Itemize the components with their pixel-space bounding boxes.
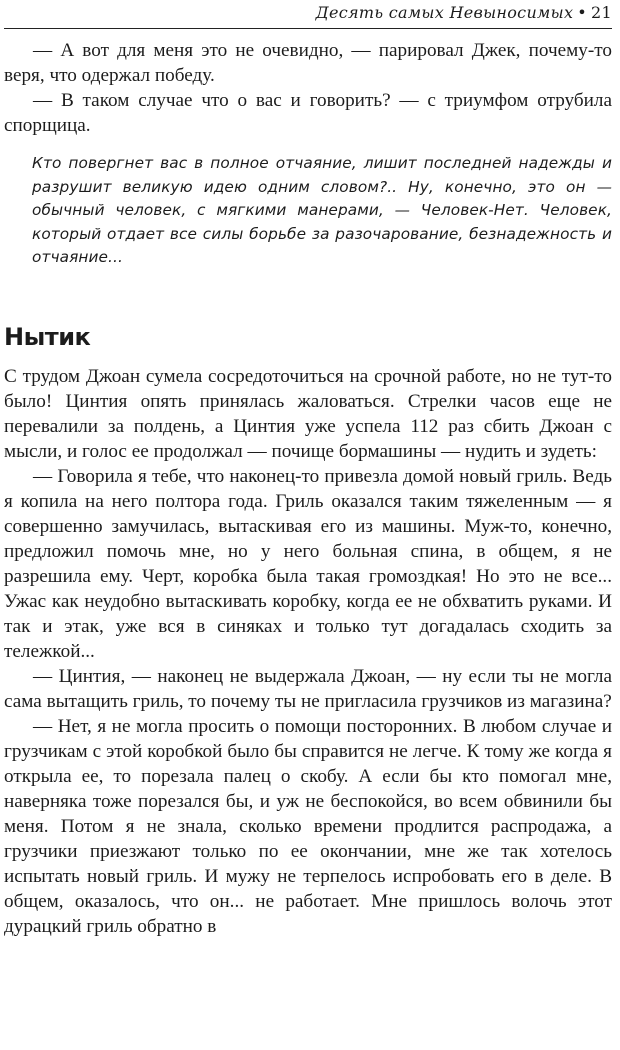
- body-paragraph: — Цинтия, — наконец не выдержала Джоан, — ну если ты не могла сама вытащить гриль, то почему ты не пригласила грузчиков из магазина?: [4, 665, 612, 712]
- epigraph-callout: Кто повергнет вас в полное отчаяние, лишит последней надежды и разрушит великую идею одним словом?.. Ну, конечно, это он — обычный человек, с мягкими манерами, — Человек-Нет. Человек, который отдает все силы борьбе за разочарование, безнадежность и отчаяние...: [32, 154, 612, 266]
- page-body: [4, 38, 612, 939]
- running-head: [4, 0, 612, 29]
- intro-paragraph: — В таком случае что о вас и говорить? — с триумфом отрубила спорщица.: [4, 90, 612, 136]
- body-paragraph: — Говорила я тебе, что наконец-то привезла домой новый гриль. Ведь я копила на него полтора года. Гриль оказался таким тяжеленным — я совершенно замучилась, вытаскивая его из машины. Муж-то, конечно, предложил помочь мне, но у него больная спина, в общем, я не разрешила ему. Черт, коробка была такая громоздкая! Но это не все... Ужас как неудобно вытаскивать коробку, когда ее не обхватить руками. И так и этак, уже вся в синяках и только тут догадалась сходить за тележкой...: [4, 465, 612, 662]
- bullet-separator: •: [577, 3, 588, 22]
- page-number: 21: [591, 3, 612, 22]
- intro-paragraph: — А вот для меня это не очевидно, — парировал Джек, почему-то веря, что одержал победу.: [4, 40, 612, 86]
- section-heading: Нытик: [4, 322, 91, 351]
- running-title: Десять самых Невыносимых: [315, 3, 574, 22]
- body-paragraph: С трудом Джоан сумела сосредоточиться на срочной работе, но не тут-то было! Цинтия опять принялась жаловаться. Стрелки часов еще не перевалили за полдень, а Цинтия уже успела 112 раз сбить Джоан с мысли, и голос ее продолжал — почище бормашины — нудить и зудеть:: [4, 365, 612, 462]
- body-paragraph: — Нет, я не могла просить о помощи посторонних. В любом случае и грузчикам с этой коробкой было бы справится не легче. К тому же когда я открыла ее, то порезала палец о скобу. А если бы кто помогал мне, наверняка тоже порезался бы, и уж не беспокойся, во всем обвинили бы меня. Потом я не знала, сколько времени продлится распродажа, а грузчики приезжают только по ее окончании, мне же так хотелось испытать новый гриль. И мужу не терпелось испробовать его в деле. В общем, оказалось, что он... не работает. Мне пришлось волочь этот дурацкий гриль обратно в: [4, 715, 612, 937]
